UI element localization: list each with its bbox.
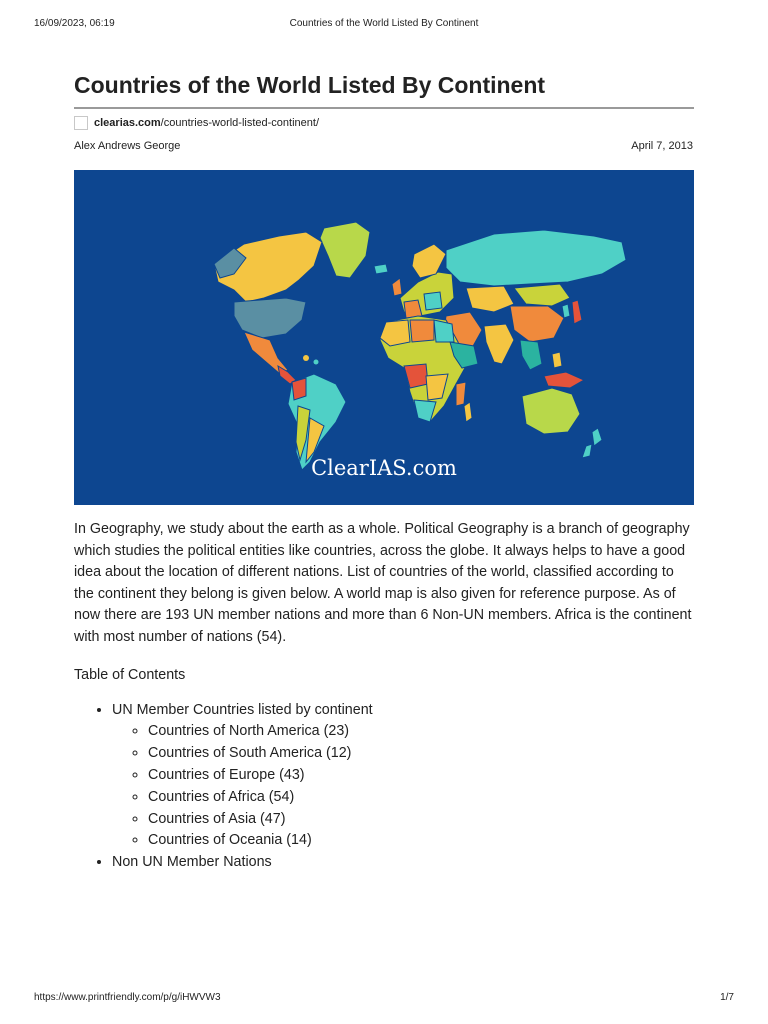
toc-subitem-north-america[interactable] — [148, 721, 694, 743]
toc-link[interactable]: Countries of North America (23) — [148, 723, 350, 740]
toc-link[interactable]: UN Member Countries listed by continent — [112, 701, 373, 718]
toc-link[interactable]: Countries of Europe (43) — [148, 766, 305, 783]
toc-link[interactable]: Non UN Member Nations — [112, 854, 272, 871]
source-link[interactable] — [94, 115, 319, 131]
source-row — [74, 115, 694, 135]
print-url: https://www.printfriendly.com/p/g/iHWVW3 — [34, 992, 221, 1003]
world-map-image — [74, 170, 694, 505]
intro-paragraph: In Geography, we study about the earth as a whole. Political Geography is a branch of geography which studies the political entities like countries, across the globe. It always helps to have a good idea about the location of different nations. List of countries of the world, classified according to the continent they belong is given below. A world map is also given for reference purpose. As of now there are 193 UN member nations and more than 6 Non-UN members. Africa is the continent with most number of nations (54). — [74, 521, 692, 645]
title-divider — [74, 107, 694, 109]
source-domain: clearias.com — [94, 117, 161, 129]
toc-subitem-asia[interactable] — [148, 809, 694, 831]
print-datetime: 16/09/2023, 06:19 — [34, 18, 115, 29]
source-path: /countries-world-listed-continent/ — [160, 117, 320, 129]
toc-link[interactable]: Countries of Oceania (14) — [148, 832, 312, 849]
favicon-icon — [74, 116, 88, 130]
toc-heading: Table of Contents — [74, 666, 186, 683]
print-footer — [34, 992, 734, 1006]
toc-subitem-oceania[interactable] — [148, 830, 694, 852]
toc-link[interactable]: Countries of Asia (47) — [148, 810, 286, 827]
author-name: Alex Andrews George — [74, 140, 181, 152]
article-title: Countries of the World Listed By Continent — [74, 72, 546, 98]
toc-link[interactable]: Countries of South America (12) — [148, 745, 352, 762]
map-watermark: ClearIAS.com — [311, 456, 457, 480]
world-map-graphic — [74, 170, 694, 505]
toc-subitem-europe[interactable] — [148, 765, 694, 787]
toc-sublist — [112, 721, 694, 852]
meta-row — [74, 138, 694, 156]
page-number: 1/7 — [720, 992, 734, 1003]
print-header — [34, 18, 734, 32]
publish-date: April 7, 2013 — [631, 140, 693, 152]
toc-item-non-un[interactable] — [112, 852, 694, 874]
toc-subitem-africa[interactable] — [148, 787, 694, 809]
toc-item-un-members[interactable] — [112, 700, 694, 853]
toc-link[interactable]: Countries of Africa (54) — [148, 788, 295, 805]
table-of-contents — [74, 700, 694, 874]
print-page-title: Countries of the World Listed By Continent — [289, 18, 479, 29]
article — [74, 70, 694, 874]
toc-subitem-south-america[interactable] — [148, 743, 694, 765]
